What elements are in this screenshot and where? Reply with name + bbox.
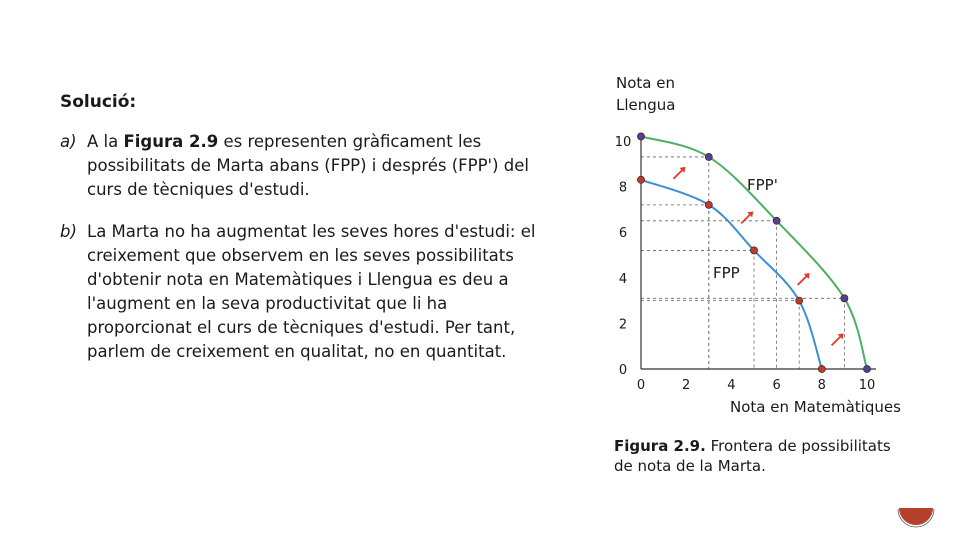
x-tick-label: 4: [727, 378, 736, 393]
growth-arrow: [673, 169, 683, 179]
paragraph-a: [60, 130, 540, 202]
frontier-point: [637, 176, 644, 183]
x-axis-label: Nota en Matemàtiques: [730, 398, 901, 416]
x-tick-label: 6: [772, 378, 781, 393]
frontier-point: [705, 153, 712, 160]
y-axis-label-line2: Llengua: [616, 96, 676, 114]
paragraph-b-text: La Marta no ha augmentat les seves hores d'estudi: el creixement que observem en les seves possibilitats d'obtenir nota en Matemàtiques i Llengua es deu a l'augment en la seva productivitat que li ha proporcionat el curs de tècniques d'estudi. Per tant, parlem de creixement en qualitat, no en quantitat.: [87, 222, 536, 361]
frontier-point: [773, 217, 780, 224]
frontier-point: [750, 247, 757, 254]
paragraph-b: [60, 220, 540, 364]
x-tick-label: 0: [636, 378, 646, 393]
y-tick-label: 6: [618, 226, 628, 242]
y-tick-label: 0: [618, 363, 628, 378]
caption-bold: Figura 2.9.: [614, 437, 706, 455]
axis-ticks: [615, 135, 876, 393]
solution-section: [60, 92, 540, 382]
frontier-point: [637, 133, 644, 140]
frontier-point: [841, 295, 848, 302]
x-tick-label: 2: [682, 378, 691, 393]
figure-reference: Figura 2.9: [123, 132, 219, 151]
figure-caption: [614, 436, 914, 476]
logo-icon: [897, 506, 935, 528]
ppf-chart: [596, 62, 926, 422]
paragraph-b-marker: b): [60, 222, 77, 241]
caption-text: Frontera de possibilitats de nota de la Marta.: [614, 437, 891, 475]
paragraph-a-pre: A la: [87, 132, 124, 151]
frontier-point: [863, 365, 870, 372]
fpp-label: FPP: [713, 264, 740, 282]
growth-arrow: [798, 275, 808, 285]
y-tick-label: 4: [618, 271, 628, 287]
paragraph-a-text: [87, 130, 540, 202]
frontier-point: [796, 297, 803, 304]
paragraph-a-marker: a): [60, 132, 77, 151]
frontier-point: [705, 201, 712, 208]
y-tick-label: 10: [614, 135, 632, 150]
paragraph-a-post: es representen gràficament les possibilitats de Marta abans (FPP) i després (FPP') del curs de tècniques d'estudi.: [87, 132, 529, 199]
y-tick-label: 2: [618, 317, 628, 333]
y-axis-label-line1: Nota en: [616, 74, 675, 92]
frontier-point: [818, 365, 825, 372]
y-tick-label: 8: [618, 180, 628, 196]
solution-title: Solució:: [60, 92, 137, 112]
growth-arrow: [741, 213, 751, 223]
x-tick-label: 8: [817, 378, 826, 393]
fpp-prime-label: FPP': [747, 176, 778, 194]
x-tick-label: 10: [858, 378, 876, 393]
